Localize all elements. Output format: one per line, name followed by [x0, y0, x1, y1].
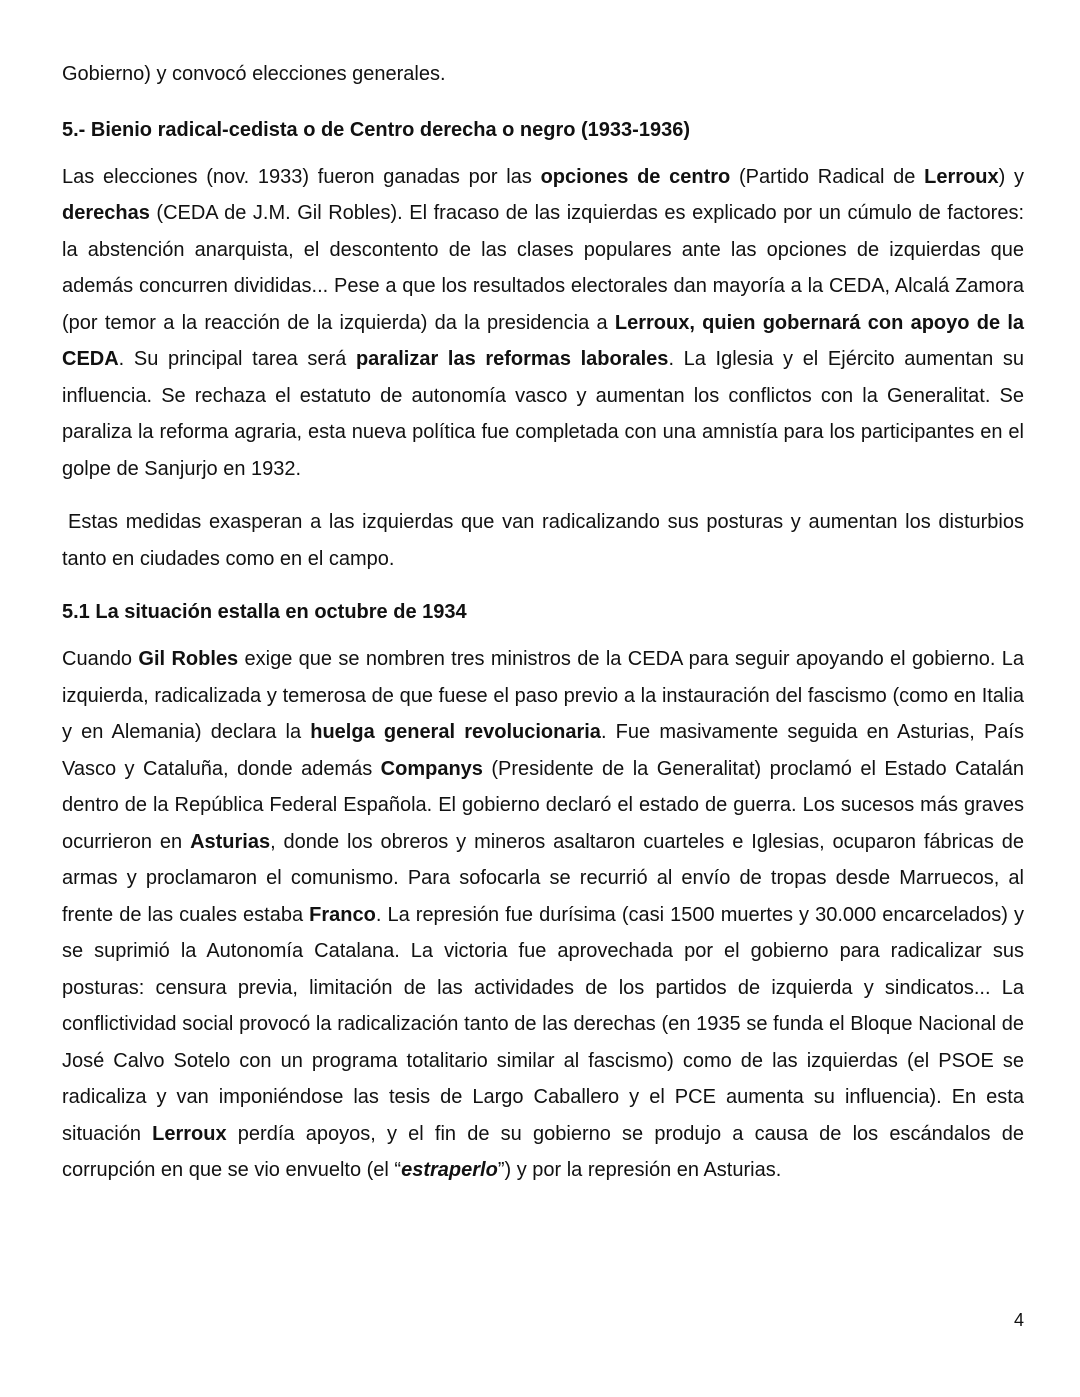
document-page	[62, 56, 1024, 1189]
section-5-1-paragraph: Cuando Gil Robles exige que se nombren tres ministros de la CEDA para seguir apoyando el gobierno. La izquierda, radicalizada y temerosa de que fuese el paso previo a la instauración del fascismo (como en Italia y en Alemania) declara la huelga general revolucionaria. Fue masivamente seguida en Asturias, País Vasco y Cataluña, donde además Companys (Presidente de la Generalitat) proclamó el Estado Catalán dentro de la República Federal Española. El gobierno declaró el estado de guerra. Los sucesos más graves ocurrieron en Asturias, donde los obreros y mineros asaltaron cuarteles e Iglesias, ocuparon fábricas de armas y proclamaron el comunismo. Para sofocarla se recurrió al envío de tropas desde Marruecos, al frente de las cuales estaba Franco. La represión fue durísima (casi 1500 muertes y 30.000 encarcelados) y se suprimió la Autonomía Catalana. La victoria fue aprovechada por el gobierno para radicalizar sus posturas: censura previa, limitación de las actividades de los partidos de izquierda y sindicatos... La conflictividad social provocó la radicalización tanto de las derechas (en 1935 se funda el Bloque Nacional de José Calvo Sotelo con un programa totalitario similar al fascismo) como de las izquierdas (el PSOE se radicaliza y van imponiéndose las tesis de Largo Caballero y el PCE aumenta su influencia). En esta situación Lerroux perdía apoyos, y el fin de su gobierno se produjo a causa de los escándalos de corrupción en que se vio envuelto (el “estraperlo”) y por la represión en Asturias.	[62, 648, 1024, 1181]
section-5-1-heading: 5.1 La situación estalla en octubre de 1934	[62, 601, 467, 623]
page-number: 4	[1013, 1310, 1024, 1330]
section-5-paragraph-1: Las elecciones (nov. 1933) fueron ganadas por las opciones de centro (Partido Radical de Lerroux) y derechas (CEDA de J.M. Gil Robles). El fracaso de las izquierdas es explicado por un cúmulo de factores: la abstención anarquista, el descontento de las clases populares ante las opciones de izquierdas que además concurren divididas... Pese a que los resultados electorales dan mayoría a la CEDA, Alcalá Zamora (por temor a la reacción de la izquierda) da la presidencia a Lerroux, quien gobernará con apoyo de la CEDA. Su principal tarea será paralizar las reformas laborales. La Iglesia y el Ejército aumentan su influencia. Se rechaza el estatuto de autonomía vasco y aumentan los conflictos con la Generalitat. Se paraliza la reforma agraria, esta nueva política fue completada con una amnistía para los participantes en el golpe de Sanjurjo en 1932.	[62, 165, 1025, 480]
intro-line: Gobierno) y convocó elecciones generales.	[62, 63, 446, 85]
section-5-paragraph-2: Estas medidas exasperan a las izquierdas que van radicalizando sus posturas y aumentan los disturbios tanto en ciudades como en el campo.	[62, 511, 1024, 570]
section-5-heading: 5.- Bienio radical-cedista o de Centro derecha o negro (1933-1936)	[62, 118, 690, 141]
